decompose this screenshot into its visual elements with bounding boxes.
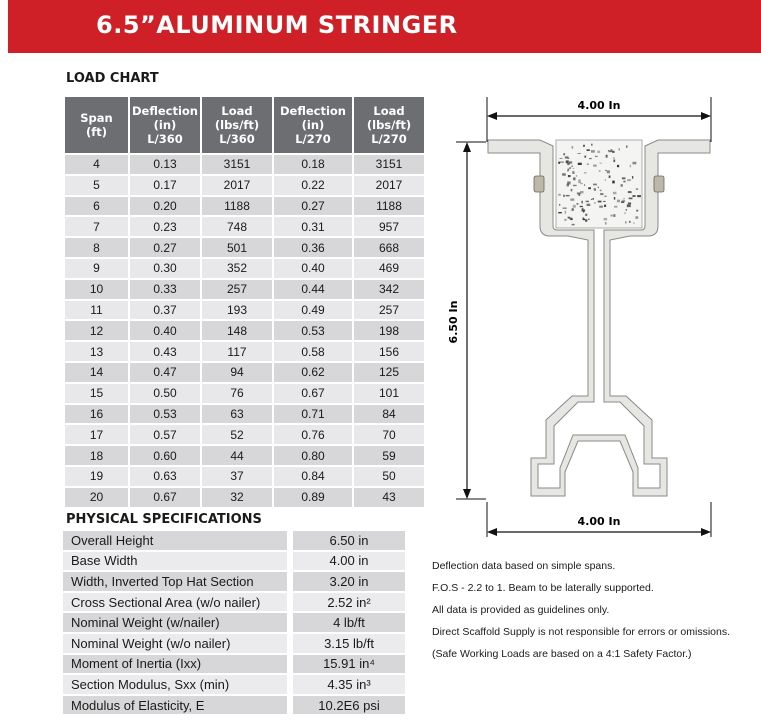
speckle-dot	[594, 202, 596, 203]
speckle-dot	[578, 193, 580, 196]
table-cell: 44	[202, 446, 272, 465]
speckle-dot	[603, 201, 605, 202]
speckle-dot	[622, 177, 626, 179]
table-cell: 7	[65, 217, 128, 236]
note-text: (Safe Working Loads are based on a 4:1 Safety Factor.)	[432, 648, 692, 660]
table-cell: 18	[65, 446, 128, 465]
speckle-dot	[611, 215, 613, 217]
speckle-dot	[578, 153, 581, 154]
speckle-dot	[566, 160, 569, 163]
load-chart-header	[130, 97, 200, 153]
speckle-dot	[625, 221, 626, 223]
table-cell: 0.43	[130, 342, 200, 361]
spec-value: 4 lb/ft	[293, 613, 405, 632]
spec-label: Base Width	[63, 552, 287, 571]
speckle-dot	[585, 214, 587, 216]
table-cell: 748	[202, 217, 272, 236]
speckle-dot	[613, 158, 615, 159]
spec-label: Nominal Weight (w/nailer)	[63, 613, 287, 632]
table-cell: 59	[354, 446, 424, 465]
table-row	[65, 155, 424, 174]
load-chart-header	[65, 97, 128, 153]
speckle-dot	[632, 162, 636, 165]
speckle-dot	[573, 168, 574, 169]
page-header	[8, 0, 761, 53]
spec-label: Width, Inverted Top Hat Section	[63, 572, 287, 591]
speckle-dot	[632, 176, 633, 179]
table-cell: 125	[354, 363, 424, 382]
table-cell: 50	[354, 467, 424, 486]
speckle-dot	[569, 161, 572, 163]
speckle-dot	[585, 219, 587, 221]
table-cell: 14	[65, 363, 128, 382]
header-line: (in)	[153, 118, 177, 132]
table-row	[65, 176, 424, 195]
header-line: (ft)	[85, 125, 107, 139]
speckle-dot	[571, 146, 573, 149]
note-text: Deflection data based on simple spans.	[432, 560, 616, 572]
spec-label: Section Modulus, Sxx (min)	[63, 675, 287, 694]
speckle-dot	[599, 170, 601, 172]
table-cell: 198	[354, 321, 424, 340]
spec-value: 2.52 in²	[293, 593, 405, 612]
table-cell: 0.13	[130, 155, 200, 174]
speckle-dot	[587, 204, 591, 206]
speckle-dot	[589, 158, 592, 159]
speckle-dot	[584, 156, 586, 158]
table-cell: 0.62	[274, 363, 352, 382]
table-cell: 0.18	[274, 155, 352, 174]
table-cell: 0.31	[274, 217, 352, 236]
speckle-dot	[617, 200, 620, 203]
table-cell: 8	[65, 238, 128, 257]
speckle-dot	[614, 206, 617, 208]
speckle-dot	[598, 201, 602, 203]
table-row	[65, 467, 424, 486]
top-width-label: 4.00 In	[577, 99, 621, 112]
base-width-label: 4.00 In	[577, 515, 621, 528]
speckle-dot	[586, 150, 590, 151]
table-cell: 0.76	[274, 425, 352, 444]
speckle-dot	[559, 158, 562, 159]
speckle-dot	[581, 201, 583, 204]
load-chart-title: LOAD CHART	[66, 71, 159, 86]
speckle-dot	[627, 204, 631, 207]
speckle-dot	[630, 165, 631, 168]
header-line: L/360	[147, 132, 183, 146]
speckle-dot	[569, 167, 571, 168]
spec-row	[63, 634, 405, 653]
speckle-dot	[613, 192, 617, 194]
page-title: 6.5”ALUMINUM STRINGER	[96, 11, 458, 39]
speckle-dot	[623, 198, 624, 199]
spec-row	[63, 675, 405, 694]
spec-value: 15.91 in⁴	[293, 655, 405, 674]
speckle-dot	[583, 145, 585, 147]
header-line: Deflection	[131, 104, 198, 118]
table-cell: 1188	[354, 197, 424, 216]
header-line: Span	[80, 111, 113, 125]
table-cell: 0.60	[130, 446, 200, 465]
speckle-dot	[636, 210, 638, 212]
speckle-dot	[572, 171, 574, 174]
table-cell: 156	[354, 342, 424, 361]
header-line: Load	[221, 104, 253, 118]
table-row	[65, 197, 424, 216]
spec-value: 3.20 in	[293, 572, 405, 591]
speckle-dot	[580, 206, 583, 207]
spec-value: 10.2E6 psi	[293, 696, 405, 715]
speckle-dot	[588, 219, 589, 220]
speckle-dot	[632, 195, 635, 197]
table-cell: 0.44	[274, 280, 352, 299]
spec-value: 3.15 lb/ft	[293, 634, 405, 653]
table-cell: 0.17	[130, 176, 200, 195]
table-cell: 3151	[202, 155, 272, 174]
table-row	[65, 238, 424, 257]
table-cell: 13	[65, 342, 128, 361]
speckle-dot	[636, 189, 638, 190]
table-cell: 668	[354, 238, 424, 257]
speckle-dot	[591, 144, 592, 146]
speckle-dot	[568, 175, 571, 177]
load-chart-table	[63, 95, 426, 509]
speckle-dot	[563, 207, 567, 209]
height-label: 6.50 In	[447, 300, 460, 344]
table-cell: 0.84	[274, 467, 352, 486]
speckle-dot	[577, 203, 579, 205]
base-width-dimension	[487, 502, 711, 537]
load-chart-header	[202, 97, 272, 153]
table-row	[65, 446, 424, 465]
table-cell: 32	[202, 488, 272, 507]
speckle-dot	[576, 175, 577, 177]
load-chart-header	[274, 97, 352, 153]
table-cell: 117	[202, 342, 272, 361]
speckle-dot	[604, 205, 606, 207]
table-cell: 76	[202, 384, 272, 403]
table-cell: 94	[202, 363, 272, 382]
speckle-dot	[633, 223, 635, 224]
table-cell: 9	[65, 259, 128, 278]
table-cell: 52	[202, 425, 272, 444]
table-cell: 0.89	[274, 488, 352, 507]
speckle-dot	[572, 224, 575, 226]
speckle-dot	[571, 166, 572, 167]
speckle-dot	[600, 163, 602, 164]
speckle-dot	[612, 151, 614, 153]
speckle-dot	[563, 195, 565, 197]
table-cell: 0.23	[130, 217, 200, 236]
table-row	[65, 280, 424, 299]
speckle-dot	[586, 201, 589, 202]
speckle-dot	[583, 219, 585, 220]
speckle-dot	[568, 168, 570, 170]
speckle-dot	[587, 164, 589, 165]
table-cell: 0.36	[274, 238, 352, 257]
table-cell: 70	[354, 425, 424, 444]
speckle-dot	[629, 221, 631, 223]
table-row	[65, 321, 424, 340]
speckle-dot	[613, 160, 615, 163]
speckle-dot	[629, 198, 633, 200]
table-row	[65, 363, 424, 382]
speckle-dot	[591, 150, 595, 153]
speckle-dot	[613, 214, 615, 217]
note-text: F.O.S - 2.2 to 1. Beam to be laterally supported.	[432, 582, 654, 594]
speckle-dot	[624, 212, 625, 214]
speckle-dot	[593, 198, 594, 200]
table-cell: 257	[354, 301, 424, 320]
table-cell: 63	[202, 405, 272, 424]
table-cell: 352	[202, 259, 272, 278]
table-row	[65, 217, 424, 236]
speckle-dot	[565, 211, 566, 214]
header-line: (lbs/ft)	[366, 118, 412, 132]
speckle-dot	[593, 165, 597, 167]
spec-row	[63, 531, 405, 550]
table-cell: 0.27	[274, 197, 352, 216]
table-cell: 2017	[202, 176, 272, 195]
table-row	[65, 259, 424, 278]
table-cell: 43	[354, 488, 424, 507]
speckle-dot	[626, 145, 627, 147]
speckle-dot	[622, 200, 625, 203]
speckle-dot	[558, 162, 560, 164]
speckle-dot	[591, 199, 592, 200]
speckle-dot	[605, 170, 606, 171]
header-line: L/270	[371, 132, 407, 146]
speckle-dot	[606, 155, 608, 158]
table-cell: 0.27	[130, 238, 200, 257]
speckle-dot	[605, 222, 606, 224]
spec-label: Cross Sectional Area (w/o nailer)	[63, 593, 287, 612]
speckle-dot	[608, 151, 611, 153]
table-cell: 0.71	[274, 405, 352, 424]
spec-row	[63, 572, 405, 591]
speckle-dot	[604, 196, 606, 197]
table-cell: 6	[65, 197, 128, 216]
table-cell: 0.80	[274, 446, 352, 465]
speckle-dot	[600, 193, 603, 195]
table-cell: 0.30	[130, 259, 200, 278]
speckle-dot	[619, 148, 620, 150]
header-line: L/270	[295, 132, 331, 146]
speckle-dot	[614, 197, 615, 199]
table-cell: 0.20	[130, 197, 200, 216]
speckle-dot	[627, 179, 631, 181]
table-cell: 10	[65, 280, 128, 299]
stringer-cross-section-diagram	[440, 90, 740, 540]
speckle-dot	[558, 194, 560, 196]
table-row	[65, 488, 424, 507]
speckle-dot	[609, 176, 611, 178]
speckle-dot	[570, 218, 573, 220]
table-cell: 19	[65, 467, 128, 486]
spec-label: Overall Height	[63, 531, 287, 550]
speckle-dot	[594, 188, 595, 190]
speckle-dot	[566, 195, 570, 196]
speckle-dot	[607, 170, 610, 173]
header-line: Load	[373, 104, 405, 118]
table-cell: 5	[65, 176, 128, 195]
header-line: Deflection	[279, 104, 346, 118]
table-cell: 957	[354, 217, 424, 236]
header-line: (in)	[301, 118, 325, 132]
table-cell: 0.53	[130, 405, 200, 424]
speckle-dot	[626, 209, 627, 210]
height-dimension	[447, 142, 486, 499]
table-cell: 0.47	[130, 363, 200, 382]
table-cell: 3151	[354, 155, 424, 174]
table-cell: 0.49	[274, 301, 352, 320]
speckle-dot	[562, 173, 566, 175]
table-cell: 20	[65, 488, 128, 507]
load-chart-header	[354, 97, 424, 153]
table-cell: 0.57	[130, 425, 200, 444]
speckle-dot	[628, 202, 631, 204]
spec-value: 4.00 in	[293, 552, 405, 571]
speckle-dot	[559, 204, 560, 205]
table-cell: 101	[354, 384, 424, 403]
speckle-dot	[628, 191, 632, 193]
speckle-dot	[558, 212, 562, 213]
speckle-dot	[582, 209, 585, 211]
speckle-dot	[635, 216, 638, 219]
table-cell: 0.58	[274, 342, 352, 361]
spec-label: Nominal Weight (w/o nailer)	[63, 634, 287, 653]
spec-row	[63, 593, 405, 612]
speckle-dot	[637, 195, 641, 197]
spec-row	[63, 552, 405, 571]
table-cell: 4	[65, 155, 128, 174]
table-row	[65, 405, 424, 424]
table-cell: 0.67	[130, 488, 200, 507]
table-cell: 1188	[202, 197, 272, 216]
table-cell: 16	[65, 405, 128, 424]
speckle-dot	[564, 219, 566, 221]
table-cell: 15	[65, 384, 128, 403]
table-cell: 257	[202, 280, 272, 299]
speckle-dot	[573, 177, 575, 180]
speckle-dot	[572, 208, 574, 211]
header-line: (lbs/ft)	[214, 118, 260, 132]
speckle-dot	[600, 190, 602, 191]
table-cell: 469	[354, 259, 424, 278]
spec-row	[63, 696, 405, 715]
speckle-dot	[573, 205, 576, 208]
table-cell: 0.33	[130, 280, 200, 299]
table-cell: 501	[202, 238, 272, 257]
table-cell: 0.40	[274, 259, 352, 278]
table-cell: 193	[202, 301, 272, 320]
speckle-dot	[584, 172, 587, 173]
spec-row	[63, 655, 405, 674]
table-cell: 0.67	[274, 384, 352, 403]
table-cell: 0.53	[274, 321, 352, 340]
table-cell: 0.37	[130, 301, 200, 320]
speckle-dot	[563, 153, 565, 155]
table-cell: 84	[354, 405, 424, 424]
table-cell: 148	[202, 321, 272, 340]
speckle-dot	[617, 165, 619, 167]
table-cell: 0.22	[274, 176, 352, 195]
speckle-dot	[560, 162, 564, 163]
physical-specs-title: PHYSICAL SPECIFICATIONS	[66, 512, 262, 527]
header-line: L/360	[219, 132, 255, 146]
speckle-dot	[604, 218, 608, 221]
note-text: Direct Scaffold Supply is not responsible for errors or omissions.	[432, 626, 731, 638]
spec-row	[63, 613, 405, 632]
note-text: All data is provided as guidelines only.	[432, 604, 610, 616]
spec-label: Modulus of Elasticity, E	[63, 696, 287, 715]
table-cell: 37	[202, 467, 272, 486]
speckle-dot	[593, 188, 594, 190]
speckle-dot	[570, 199, 574, 201]
speckle-dot	[595, 156, 598, 157]
spec-value: 4.35 in³	[293, 675, 405, 694]
physical-specs-table	[63, 529, 405, 716]
table-cell: 2017	[354, 176, 424, 195]
table-cell: 0.63	[130, 467, 200, 486]
notes	[432, 560, 752, 670]
top-width-dimension	[487, 97, 711, 142]
table-row	[65, 342, 424, 361]
speckle-dot	[605, 179, 606, 181]
table-cell: 0.50	[130, 384, 200, 403]
table-cell: 17	[65, 425, 128, 444]
table-cell: 342	[354, 280, 424, 299]
table-row	[65, 301, 424, 320]
table-row	[65, 425, 424, 444]
speckle-dot	[599, 206, 603, 208]
table-row	[65, 384, 424, 403]
speckle-dot	[578, 163, 582, 165]
table-cell: 11	[65, 301, 128, 320]
speckle-dot	[588, 187, 591, 189]
table-cell: 12	[65, 321, 128, 340]
table-cell: 0.40	[130, 321, 200, 340]
speckle-dot	[567, 158, 569, 159]
spec-value: 6.50 in	[293, 531, 405, 550]
speckle-dot	[597, 151, 600, 153]
spec-label: Moment of Inertia (Ixx)	[63, 655, 287, 674]
speckle-dot	[580, 191, 583, 193]
speckle-dot	[571, 189, 573, 191]
